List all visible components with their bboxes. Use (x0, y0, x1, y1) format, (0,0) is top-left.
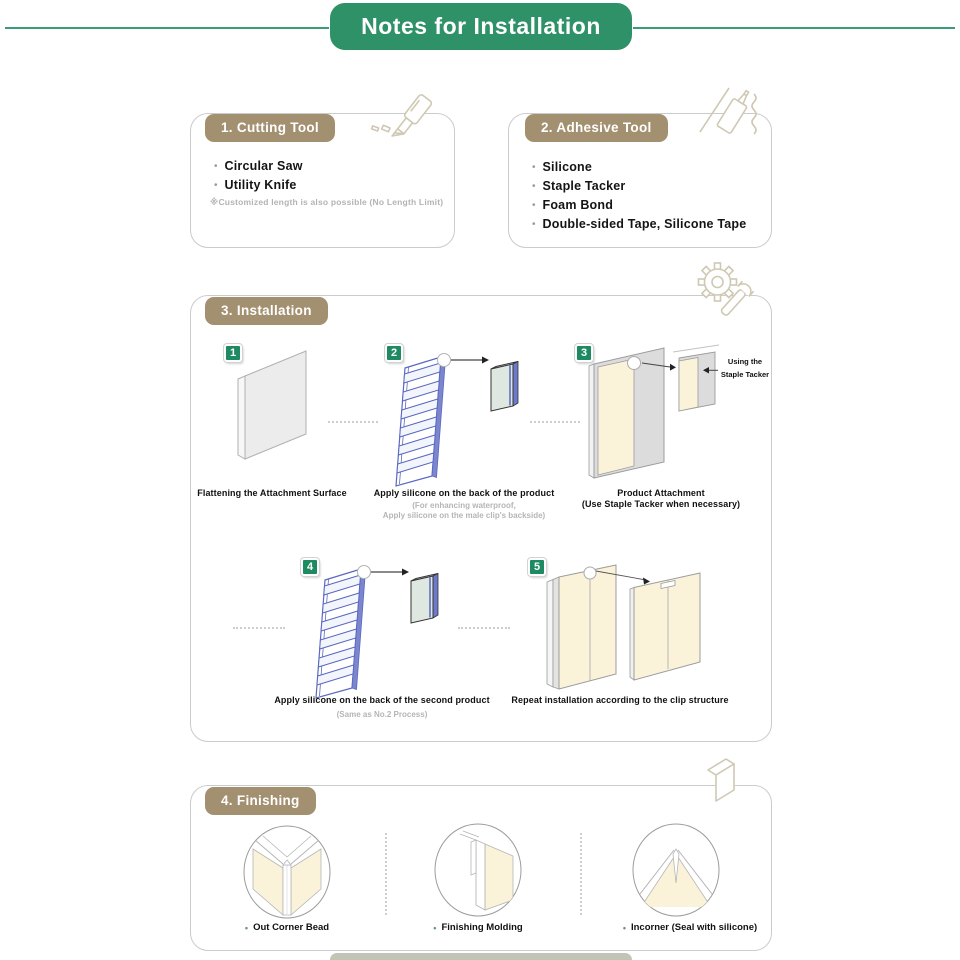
dotted-separator (530, 421, 580, 423)
step-number: 1 (224, 344, 242, 362)
step-subcaption: (Same as No.2 Process) (336, 710, 428, 719)
next-section-header-sliver (330, 953, 632, 960)
finishing-label: Out Corner Bead (253, 922, 330, 933)
step-number: 3 (575, 344, 593, 362)
adhesive-tool-list (532, 160, 746, 236)
annotation-line: Staple Tacker (720, 369, 770, 379)
finishing-label: Incorner (Seal with silicone) (630, 922, 758, 933)
corner-trim-icon (702, 756, 756, 810)
cutting-note: ※Customized length is also possible (No Length Limit) (210, 197, 444, 207)
list-item (532, 198, 746, 212)
step1-flat-surface-diagram (226, 346, 316, 466)
list-item (532, 160, 746, 174)
out-corner-bead-diagram (241, 823, 333, 921)
step-caption: Repeat installation according to the clip structure (511, 695, 729, 705)
annotation-line: Using the (727, 357, 763, 366)
tool-label: Foam Bond (542, 198, 614, 212)
bullet-icon: • (214, 179, 218, 191)
bullet-icon: • (433, 922, 437, 933)
dotted-separator (328, 421, 378, 423)
list-item (532, 179, 746, 193)
tool-label: Circular Saw (224, 159, 303, 173)
finishing-heading: 4. Finishing (205, 787, 316, 815)
staple-tacker-annotation (719, 356, 771, 382)
finishing-caption (623, 922, 757, 933)
bullet-icon: • (622, 922, 626, 933)
cutting-tool-heading: 1. Cutting Tool (205, 114, 335, 142)
page-title: Notes for Installation (330, 3, 632, 50)
bullet-icon: • (532, 161, 536, 173)
step-number: 5 (528, 558, 546, 576)
step-subcaption: Apply silicone on the male clip's backside) (382, 511, 546, 520)
tool-label: Double-sided Tape, Silicone Tape (542, 217, 747, 231)
bullet-icon: • (532, 218, 536, 230)
cutting-tool-list (214, 159, 303, 197)
step-caption: Apply silicone on the back of the second product (274, 695, 490, 705)
dotted-separator (458, 627, 510, 629)
step-caption: Apply silicone on the back of the product (373, 488, 555, 498)
tool-label: Silicone (542, 160, 593, 174)
header-left-line (5, 27, 329, 29)
tool-label: Staple Tacker (542, 179, 626, 193)
step-caption: Flattening the Attachment Surface (197, 488, 347, 498)
step4-silicone-diagram (305, 560, 445, 700)
installation-heading: 3. Installation (205, 297, 328, 325)
utility-knife-icon (378, 90, 440, 150)
step-caption: Product Attachment (617, 488, 705, 498)
finishing-molding-diagram (432, 821, 524, 919)
step-number: 2 (385, 344, 403, 362)
finishing-caption (245, 922, 329, 933)
dashed-divider (580, 833, 582, 915)
bullet-icon: • (532, 180, 536, 192)
gear-wrench-icon (692, 260, 756, 326)
finishing-caption (433, 922, 522, 933)
finishing-label: Finishing Molding (441, 922, 523, 933)
step-number: 4 (301, 558, 319, 576)
dashed-divider (385, 833, 387, 915)
list-item (532, 217, 746, 231)
list-item (214, 178, 303, 192)
tool-label: Utility Knife (224, 178, 297, 192)
header-right-line (633, 27, 955, 29)
step3-attachment-diagram (585, 342, 720, 484)
bullet-icon: • (214, 160, 218, 172)
incorner-diagram (630, 821, 722, 919)
step5-repeat-diagram (542, 556, 707, 694)
adhesive-tool-heading: 2. Adhesive Tool (525, 114, 668, 142)
bullet-icon: • (532, 199, 536, 211)
step-caption: (Use Staple Tacker when necessary) (581, 499, 741, 509)
dotted-separator (233, 627, 285, 629)
list-item (214, 159, 303, 173)
silicone-gun-icon (696, 86, 764, 144)
step2-silicone-diagram (385, 348, 525, 488)
bullet-icon: • (244, 922, 249, 933)
step-subcaption: (For enhancing waterproof, (412, 501, 516, 510)
